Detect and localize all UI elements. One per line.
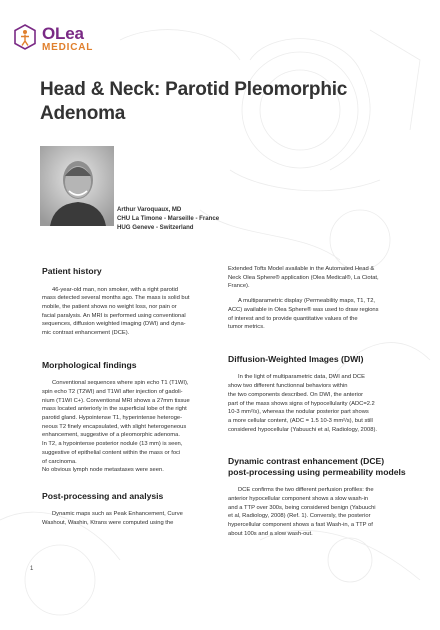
multiparametric-line: A multiparametric display (Permeability maps, T1, T2, [238,298,376,305]
dce-line: DCE confirms the two different perfusion profiles: the [238,487,374,494]
patient-history-line: facial paralysis. An MRI is performed using conventional [42,312,186,319]
dwi-line: the two components described. On DWI, the anterior [228,391,364,398]
morphological-line: Conventional sequences where spin echo T1 (T1WI), [52,380,189,387]
dce-line: hypercellular component shows a fast Wash-in, a TTP of [228,522,373,529]
dwi-line: a more cellular content, (ADC = 1.5 10-3 mm²/s), but still [228,417,373,424]
extended-tofts-line: France). [228,283,250,290]
dwi-line: considered hypocellular (Yabuuchi et al, Radiology, 2008). [228,426,377,433]
morphological-line: parotid gland. Hypointense T1, hyperintense heteroge- [42,415,183,422]
patient-history-line: mass detected several months ago. The mass is solid but [42,295,190,302]
dce-heading-line-2: post-processing using permeability models [228,466,406,477]
author-affiliation-1: CHU La Timone - Marseille - France [117,215,220,222]
hexagon-human-figure-icon [14,24,36,50]
author-photo [40,146,114,226]
multiparametric-line: tumor metrics. [228,324,265,331]
patient-history-line: mic contrast enhancement (DCE). [42,330,130,337]
page-title: Head & Neck: Parotid Pleomorphic Adenoma [40,79,348,124]
patient-history-line: 46-year-old man, non smoker, with a right parotid [52,286,178,293]
morphological-line: nium (T1WI C+). Conventional MRI shows a 27mm tissue [42,397,190,404]
left-column [42,266,218,528]
patient-history-line: mobile, the patient shows no weight loss, nor pain or [42,303,177,310]
morphological-line: enhancement, suggestive of a pleomorphic adenoma. [42,432,180,439]
extended-tofts-line: Neck Olea Sphere® application (Olea Medical®, La Ciotat, [228,274,379,281]
morphological-line: spin echo T2 (T2WI) and T1WI after injection of gadoli- [42,388,183,395]
dce-heading [228,456,408,477]
multiparametric-line: of interest and to provide quantitative values of the [228,315,358,322]
brand-subtitle: MEDICAL [42,42,94,53]
patient-history-line: sequences, diffusion weighted imaging (DWI) and dyna- [42,321,186,328]
right-column [228,265,408,539]
dce-line: anterior hypocellular component shows a slow wash-in [228,496,369,503]
post-processing-heading: Post-processing and analysis [42,490,164,501]
author-affiliation-2: HUG Geneve - Switzerland [117,224,194,231]
extended-tofts-line: Extended Tofts Model available in the Automated Head & [228,266,375,272]
dwi-heading: Diffusion-Weighted Images (DWI) [228,353,364,364]
post-processing-line: Dynamic maps such as Peak Enhancement, Curve [52,511,183,518]
dwi-line: In the light of multiparametric data, DWI and DCE [238,374,365,381]
page-number: 1 [30,566,34,572]
dce-line: et al, Radiology, 2008) (Ref. 1). Conversly, the posterior [228,513,371,520]
brand-name: OLea [42,24,84,43]
patient-history-heading: Patient history [42,266,102,276]
dce-line: and a TTP over 300s, being considered benign (Yabuuchi [228,504,376,511]
author-block [117,205,317,232]
morphological-line: mass located anteriorly in the superficial lobe of the right [42,406,187,413]
morphological-heading: Morphological findings [42,359,137,370]
dwi-line: show two different functionnal behaviors within [228,383,348,390]
dce-heading-line-1: Dynamic contrast enhancement (DCE) [228,456,385,467]
dce-line: about 100s and a slow wash-out. [228,530,313,537]
dwi-line: 10-3 mm²/s), whereas the nodular posterior part shows [228,409,369,416]
author-name: Arthur Varoquaux, MD [117,206,182,213]
morphological-line: suggestive of epithelial content within the mass or foci [42,449,181,456]
morphological-line: No obvious lymph node metastases were seen. [42,467,164,474]
morphological-line: of carcinoma. [42,458,77,465]
post-processing-line: Washout, Washin, Ktrans were computed using the [42,520,174,527]
morphological-line: neous T2 finely encapsulated, with slight heterogeneous [42,423,187,430]
brand-logo [14,20,124,60]
dwi-line: part of the mass shows signs of hypocellularity (ADC=2.2 [228,400,375,407]
multiparametric-line: ACC) available in Olea Sphere® was used to draw regions [228,306,379,313]
morphological-line: In T2, a hypointense posterior nodule (13 mm) is seen, [42,441,183,448]
